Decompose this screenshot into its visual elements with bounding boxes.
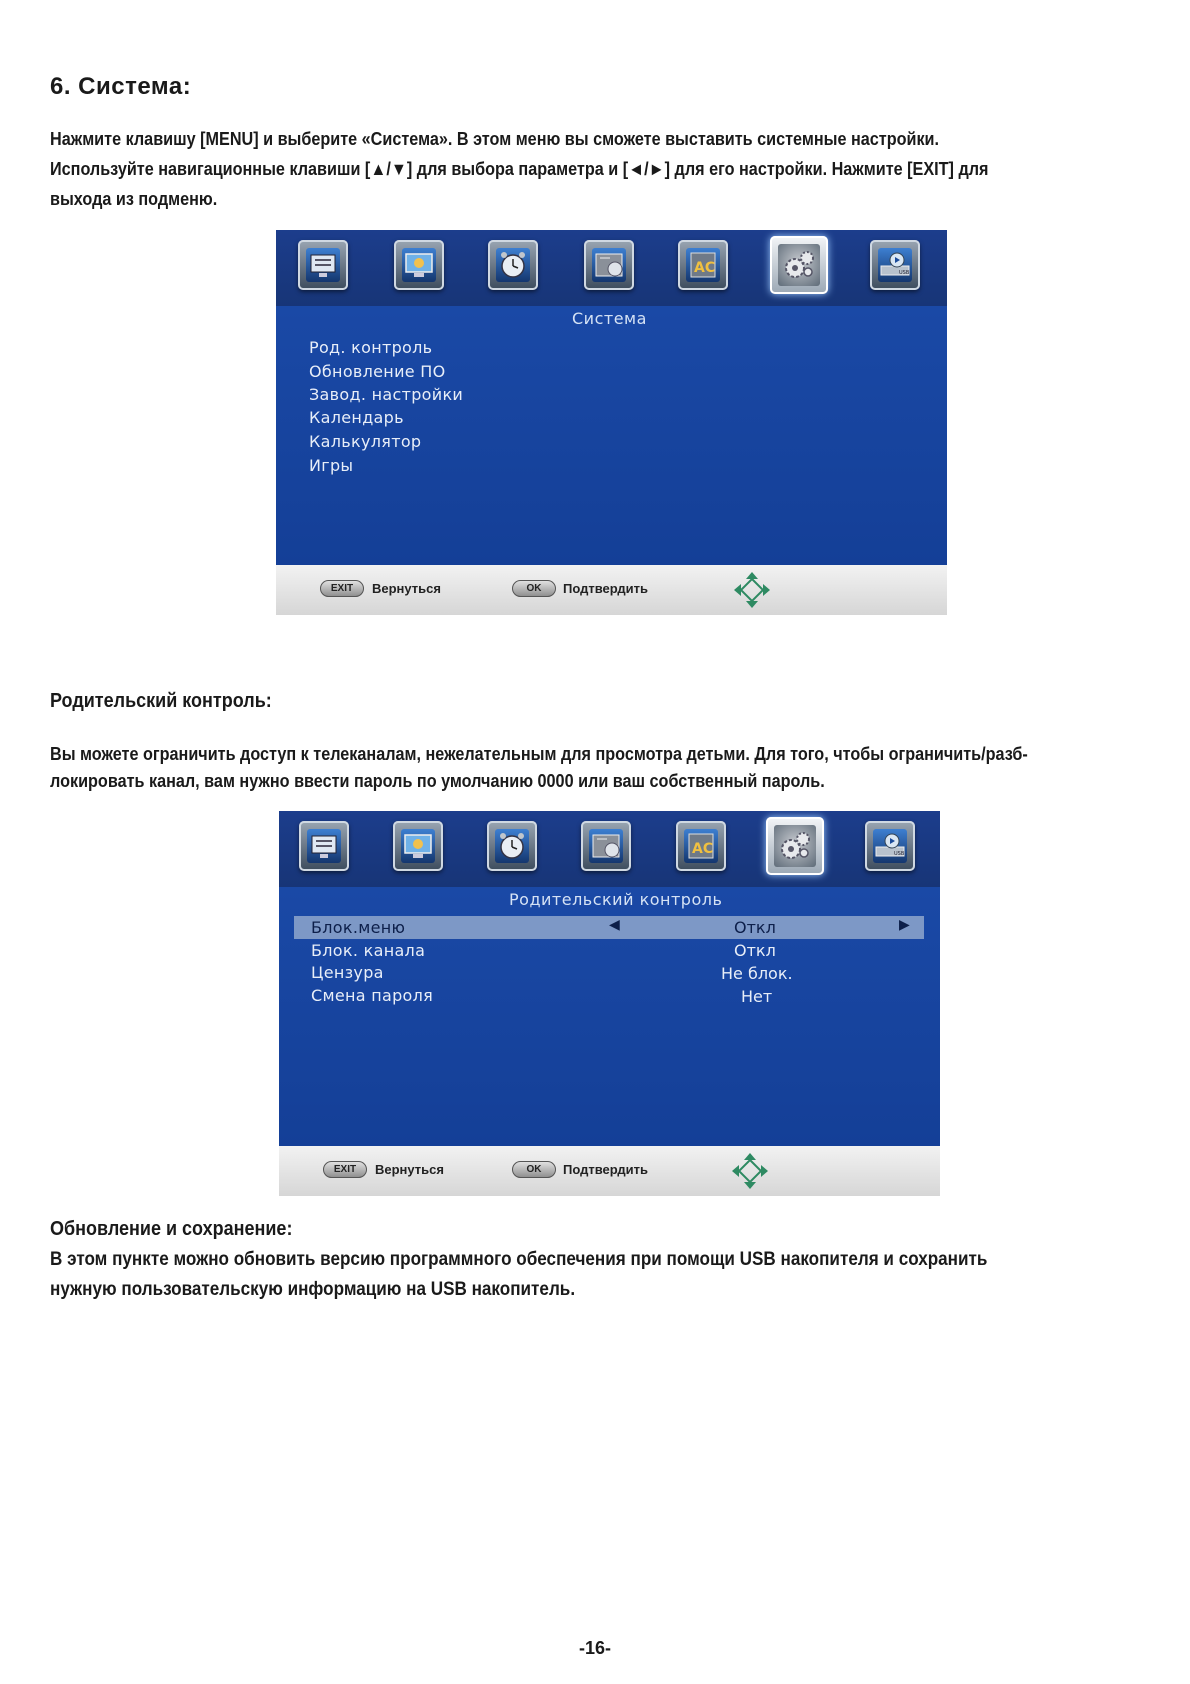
channel-icon xyxy=(299,821,349,871)
parental-control-screen xyxy=(279,811,940,1196)
menu-title: Родительский контроль xyxy=(509,890,723,909)
sound-icon xyxy=(581,821,631,871)
chevron-left-icon[interactable]: ◀ xyxy=(609,917,620,933)
update-text-line-2: нужную пользовательскую информацию на USB накопитель. xyxy=(50,1279,576,1300)
tab-system[interactable] xyxy=(770,236,828,294)
menu-item-calculator[interactable]: Калькулятор xyxy=(309,432,422,451)
ok-label: Подтвердить xyxy=(563,1162,649,1177)
update-heading: Обновление и сохранение: xyxy=(50,1218,293,1240)
row-value-menu-lock: Откл xyxy=(734,918,776,937)
ok-key-button[interactable]: OK xyxy=(512,1161,556,1178)
exit-label: Вернуться xyxy=(372,581,441,596)
tab-channel[interactable] xyxy=(298,240,348,290)
tab-picture[interactable] xyxy=(394,240,444,290)
intro-line-2: Используйте навигационные клавиши [▲/▼] для выбора параметра и [◄/►] для его настройки. Нажмите [EXIT] для xyxy=(50,159,989,179)
tab-usb[interactable] xyxy=(870,240,920,290)
svg-text:AC: AC xyxy=(692,841,714,857)
usb-icon xyxy=(870,240,920,290)
update-text-line-1: В этом пункте можно обновить версию программного обеспечения при помощи USB накопителя и сохранить xyxy=(50,1249,988,1270)
exit-key-button[interactable]: EXIT xyxy=(323,1161,367,1178)
svg-text:AC: AC xyxy=(694,260,716,276)
picture-icon xyxy=(393,821,443,871)
chevron-right-icon[interactable]: ▶ xyxy=(899,917,910,933)
sound-icon xyxy=(584,240,634,290)
menu-item-factory-reset[interactable]: Завод. настройки xyxy=(309,385,464,404)
row-value-censorship: Не блок. xyxy=(721,964,793,983)
navigation-arrows-icon xyxy=(732,570,772,610)
system-icon xyxy=(766,817,824,875)
row-label-change-password[interactable]: Смена пароля xyxy=(311,986,434,1005)
menu-title: Система xyxy=(572,309,647,328)
page-heading: 6. Система: xyxy=(50,73,192,100)
channel-icon xyxy=(298,240,348,290)
tab-time[interactable] xyxy=(487,821,537,871)
exit-key-button[interactable]: EXIT xyxy=(320,580,364,597)
tab-sound[interactable] xyxy=(584,240,634,290)
tab-channel[interactable] xyxy=(299,821,349,871)
menu-tab-bar xyxy=(276,230,947,306)
tab-system[interactable] xyxy=(766,817,824,875)
exit-label: Вернуться xyxy=(375,1162,444,1177)
picture-icon xyxy=(394,240,444,290)
navigation-arrows-icon xyxy=(730,1151,770,1191)
row-label-censorship[interactable]: Цензура xyxy=(311,963,384,982)
lock-icon xyxy=(676,821,726,871)
time-icon xyxy=(488,240,538,290)
menu-footer xyxy=(279,1146,940,1196)
usb-icon xyxy=(865,821,915,871)
row-value-channel-lock: Откл xyxy=(734,941,776,960)
lock-icon xyxy=(678,240,728,290)
menu-tab-bar xyxy=(279,811,940,887)
parental-text-line-2: локировать канал, вам нужно ввести пароль по умолчанию 0000 или ваш собственный пароль. xyxy=(50,771,825,791)
system-icon xyxy=(770,236,828,294)
ok-label: Подтвердить xyxy=(563,581,649,596)
ok-key-button[interactable]: OK xyxy=(512,580,556,597)
tab-lock[interactable] xyxy=(678,240,728,290)
row-value-change-password: Нет xyxy=(741,987,773,1006)
menu-item-games[interactable]: Игры xyxy=(309,456,354,475)
menu-item-software-update[interactable]: Обновление ПО xyxy=(309,362,446,381)
intro-line-1: Нажмите клавишу [MENU] и выберите «Система». В этом меню вы сможете выставить системные настройки. xyxy=(50,129,940,149)
time-icon xyxy=(487,821,537,871)
row-label-channel-lock[interactable]: Блок. канала xyxy=(311,941,426,960)
tab-sound[interactable] xyxy=(581,821,631,871)
tab-usb[interactable] xyxy=(865,821,915,871)
row-label-menu-lock[interactable]: Блок.меню xyxy=(311,918,406,937)
tab-lock[interactable] xyxy=(676,821,726,871)
menu-item-parental[interactable]: Род. контроль xyxy=(309,338,433,357)
parental-text-line-1: Вы можете ограничить доступ к телеканалам, нежелательным для просмотра детьми. Для того, чтобы ограничить/разб- xyxy=(50,744,1028,764)
menu-footer xyxy=(276,565,947,615)
svg-text:USB: USB xyxy=(899,270,910,276)
tab-time[interactable] xyxy=(488,240,538,290)
intro-line-3: выхода из подменю. xyxy=(50,189,218,209)
svg-text:USB: USB xyxy=(894,851,905,857)
page-number: -16- xyxy=(578,1638,611,1658)
tab-picture[interactable] xyxy=(393,821,443,871)
parental-heading: Родительский контроль: xyxy=(50,690,272,712)
system-menu-screen xyxy=(276,230,947,615)
menu-item-calendar[interactable]: Календарь xyxy=(309,408,404,427)
